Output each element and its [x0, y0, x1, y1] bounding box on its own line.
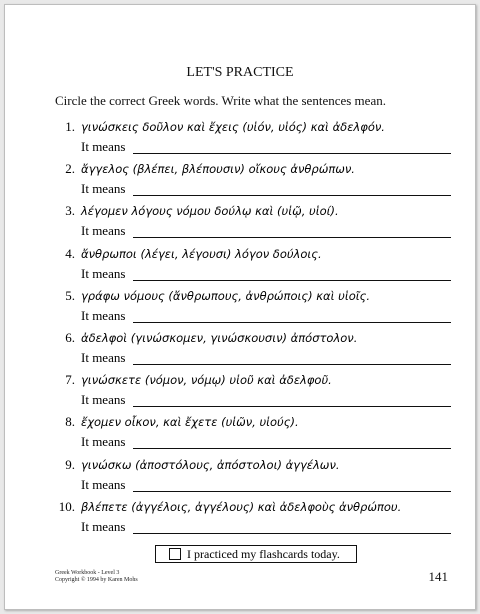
greek-sentence[interactable]: γινώσκεις δοῦλον καὶ ἔχεις (υἱόν, υἱός) καὶ ἀδελφόν. — [81, 120, 385, 134]
instructions: Circle the correct Greek words. Write what the sentences mean. — [55, 93, 386, 108]
exercise-sentence — [49, 330, 357, 346]
exercise-number: 2. — [65, 161, 75, 177]
exercise-sentence — [49, 414, 299, 430]
answer-line — [81, 477, 451, 493]
it-means-label: It means — [81, 392, 126, 408]
flashcard-checkbox[interactable] — [169, 548, 181, 560]
answer-line — [81, 434, 451, 450]
flashcard-label: I practiced my flashcards today. — [187, 547, 340, 561]
answer-blank[interactable] — [133, 153, 451, 154]
answer-blank[interactable] — [133, 195, 451, 196]
footer — [55, 570, 138, 584]
greek-sentence[interactable]: γράφω νόμους (ἄνθρωπους, ἀνθρώποις) καὶ υἱοῖς. — [81, 288, 371, 303]
answer-blank[interactable] — [133, 237, 451, 238]
answer-line — [81, 308, 451, 324]
it-means-label: It means — [81, 181, 126, 197]
exercise-sentence — [49, 119, 385, 135]
answer-line — [81, 266, 451, 282]
exercise-number: 10. — [58, 498, 75, 514]
exercise-number: 8. — [65, 414, 75, 430]
answer-line — [81, 392, 451, 408]
answer-blank[interactable] — [133, 406, 451, 407]
it-means-label: It means — [81, 307, 126, 323]
greek-sentence[interactable]: ἀδελφοὶ (γινώσκομεν, γινώσκουσιν) ἀπόστολον. — [81, 331, 358, 345]
it-means-label: It means — [81, 518, 126, 534]
exercise-number: 6. — [65, 330, 75, 345]
exercise-sentence — [49, 161, 355, 177]
exercise-sentence — [49, 372, 332, 388]
page-title: LET'S PRACTICE — [186, 65, 294, 80]
it-means-label: It means — [81, 350, 126, 365]
answer-blank[interactable] — [133, 491, 451, 492]
exercise-sentence — [49, 203, 339, 219]
exercise-number: 7. — [65, 372, 75, 388]
greek-sentence[interactable]: ἄγγελος (βλέπει, βλέπουσιν) οἴκους ἀνθρώπων. — [81, 162, 355, 177]
footer-book-title: Greek Workbook - Level 3 — [55, 570, 120, 576]
greek-sentence[interactable]: ἔχομεν οἶκον, καὶ ἔχετε (υἱῶν, υἱούς). — [81, 415, 299, 430]
answer-line — [81, 139, 451, 155]
footer-copyright: Copyright © 1994 by Karen Mohs — [55, 577, 138, 583]
greek-sentence[interactable]: ἄνθρωποι (λέγει, λέγουσι) λόγον δούλοις. — [81, 246, 322, 261]
it-means-label: It means — [81, 476, 126, 492]
answer-blank[interactable] — [133, 280, 451, 281]
greek-sentence[interactable]: βλέπετε (ἀγγέλοις, ἀγγέλους) καὶ ἀδελφοὺς ἀνθρώπου. — [81, 499, 402, 514]
greek-sentence[interactable]: γινώσκω (ἀποστόλους, ἀπόστολοι) ἀγγέλων. — [81, 457, 340, 472]
answer-line — [81, 350, 451, 366]
exercise-sentence — [49, 499, 401, 515]
exercise-number: 4. — [65, 245, 75, 261]
answer-blank[interactable] — [133, 322, 451, 323]
page-number: 141 — [428, 569, 448, 584]
exercise-sentence — [49, 288, 370, 304]
greek-sentence[interactable]: γινώσκετε (νόμον, νόμῳ) υἱοῦ καὶ ἀδελφοῦ. — [81, 373, 332, 388]
answer-line — [81, 181, 451, 197]
exercise-sentence — [49, 246, 322, 262]
exercise-number: 3. — [65, 203, 75, 219]
greek-sentence[interactable]: λέγομεν λόγους νόμου δούλῳ καὶ (υἱῷ, υἱοί). — [81, 204, 339, 219]
it-means-label: It means — [81, 139, 126, 154]
answer-blank[interactable] — [133, 364, 451, 365]
exercise-sentence — [49, 457, 340, 473]
answer-line — [81, 519, 451, 535]
exercise-number: 9. — [65, 456, 75, 472]
answer-blank[interactable] — [133, 533, 451, 534]
flashcard-checklist — [155, 545, 357, 563]
answer-blank[interactable] — [133, 448, 451, 449]
answer-line — [81, 223, 451, 239]
it-means-label: It means — [81, 223, 126, 239]
exercise-number: 5. — [65, 287, 75, 303]
it-means-label: It means — [81, 265, 126, 281]
worksheet-page — [4, 4, 476, 610]
it-means-label: It means — [81, 434, 126, 450]
exercise-number: 1. — [65, 119, 75, 134]
